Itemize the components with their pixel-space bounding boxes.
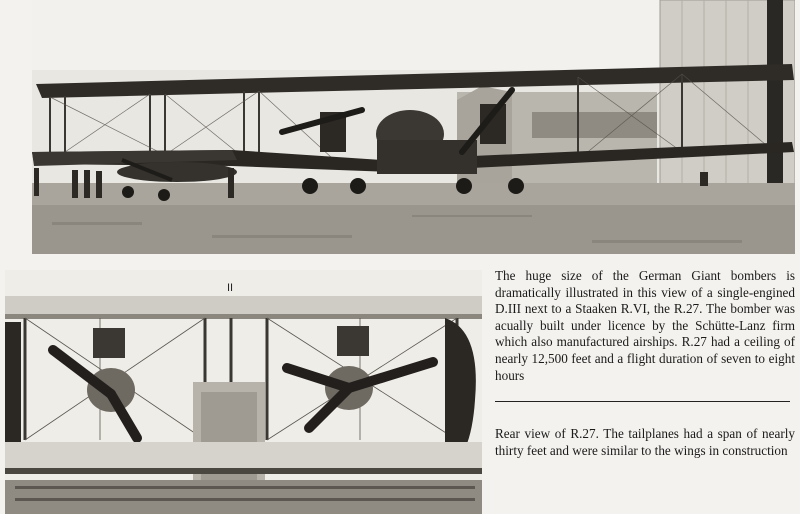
caption-divider — [495, 401, 790, 402]
photo-r27-rear-view — [5, 270, 482, 514]
photo-staaken-r27-with-d3 — [32, 0, 795, 254]
caption-bottom: Rear view of R.27. The tailplanes had a span of nearly thirty feet and were similar to the wings in construction — [495, 426, 795, 458]
photo-mark: II — [227, 282, 234, 294]
caption-top: The huge size of the German Giant bombers is dramatically illustrated in this view of a single-engined D.III next to a Staaken R.VI, the R.27. The bomber was acually built under licence by the Schütte-Lanz firm which also manufactured airships. R.27 had a ceiling of nearly 12,500 feet and a flight duration of seven to eight hours — [495, 268, 795, 383]
